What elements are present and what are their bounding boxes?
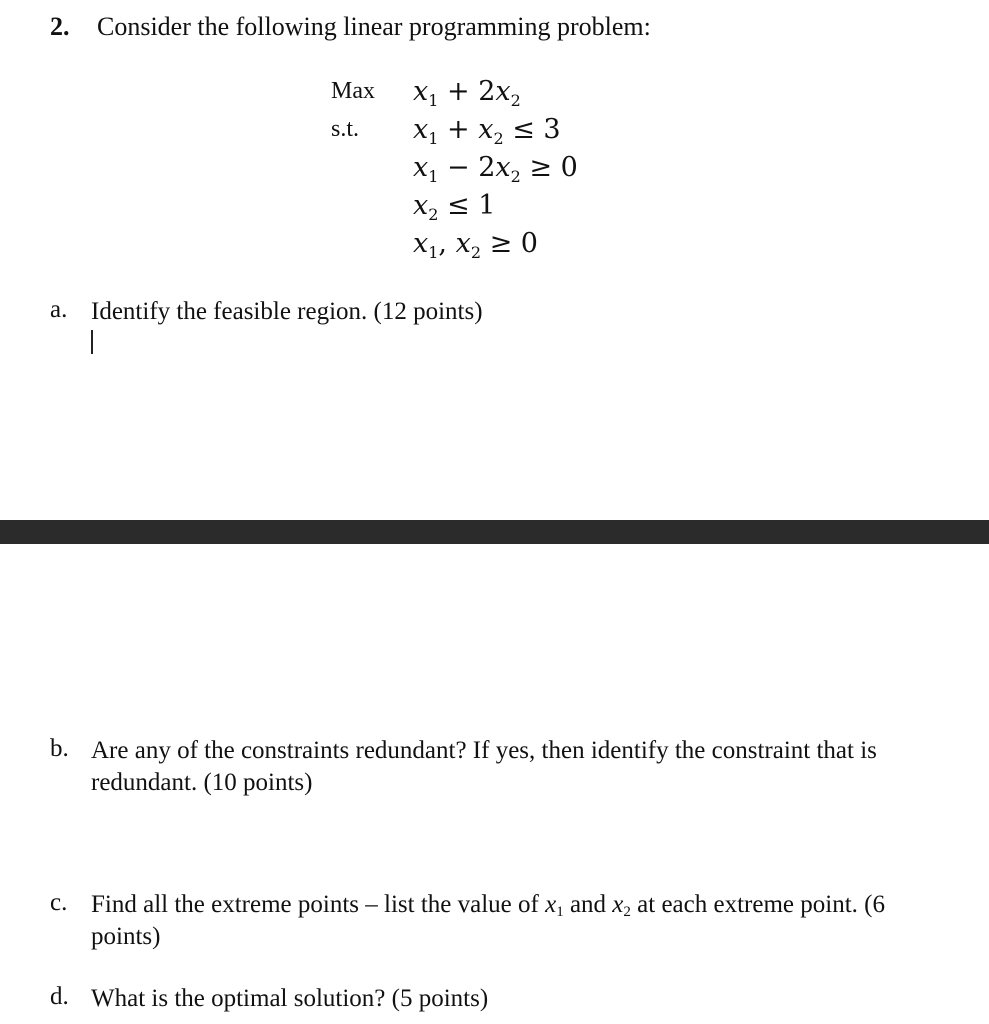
- objective-sub-1: 1: [428, 91, 439, 110]
- part-c-var-2: x: [612, 891, 624, 918]
- objective-var-1: x: [413, 76, 429, 107]
- part-c-sub-1: 1: [556, 904, 564, 920]
- part-b-text: Are any of the constraints redundant? If yes, then identify the constraint that is redundant. (10 points): [91, 737, 877, 796]
- part-c-text-after: at each extreme point. (6 points): [91, 891, 885, 950]
- constraint-var: x: [455, 228, 471, 259]
- part-a-text: Identify the feasible region. (12 points): [91, 298, 483, 325]
- constraint-var: x: [413, 190, 429, 221]
- objective-label: Max: [331, 78, 375, 104]
- constraint-nonnegativity: [413, 228, 538, 262]
- constraint-sub: 1: [428, 167, 439, 186]
- constraint-sub: 2: [493, 129, 504, 148]
- part-a-letter: a.: [50, 296, 68, 323]
- constraint-sub: 2: [470, 243, 482, 262]
- constraint-var: x: [413, 228, 429, 259]
- part-c-sub-2: 2: [623, 904, 631, 920]
- part-c-var-1: x: [545, 891, 557, 918]
- divider-bar: [0, 520, 989, 544]
- constraint-3: [413, 190, 496, 224]
- objective-operator: + 2: [438, 76, 496, 107]
- subject-to-label: s.t.: [331, 116, 360, 142]
- objective-function: [413, 76, 521, 110]
- constraint-relation: ≥ 0: [481, 228, 538, 259]
- question-intro: Consider the following linear programming problem:: [97, 12, 651, 41]
- part-c-text-mid: and: [563, 891, 613, 918]
- constraint-var: x: [495, 152, 511, 183]
- part-d-text: What is the optimal solution? (5 points): [91, 985, 489, 1012]
- constraint-var: x: [413, 114, 429, 145]
- constraint-var: x: [478, 114, 494, 145]
- part-c-letter: c.: [50, 889, 68, 916]
- objective-var-2: x: [495, 76, 511, 107]
- constraint-operator: − 2: [438, 152, 496, 183]
- constraint-2: [413, 152, 578, 186]
- question-number: 2.: [50, 12, 70, 41]
- part-c-text: [91, 889, 951, 953]
- constraint-relation: ≥ 0: [520, 152, 578, 183]
- text-cursor[interactable]: [91, 330, 93, 354]
- objective-sub-2: 2: [510, 91, 521, 110]
- constraint-relation: ≤ 3: [503, 114, 561, 145]
- constraint-sub: 1: [428, 129, 439, 148]
- constraint-sub: 2: [428, 205, 439, 224]
- constraint-operator: +: [438, 114, 479, 145]
- part-c-text-before: Find all the extreme points – list the value of: [91, 891, 546, 918]
- part-d-letter: d.: [50, 983, 69, 1010]
- constraint-sub: 2: [510, 167, 521, 186]
- constraint-sub: 1: [428, 243, 439, 262]
- constraint-1: [413, 114, 561, 148]
- part-b-letter: b.: [50, 735, 69, 762]
- constraint-separator: ,: [438, 228, 456, 259]
- constraint-relation: ≤ 1: [438, 190, 496, 221]
- constraint-var: x: [413, 152, 429, 183]
